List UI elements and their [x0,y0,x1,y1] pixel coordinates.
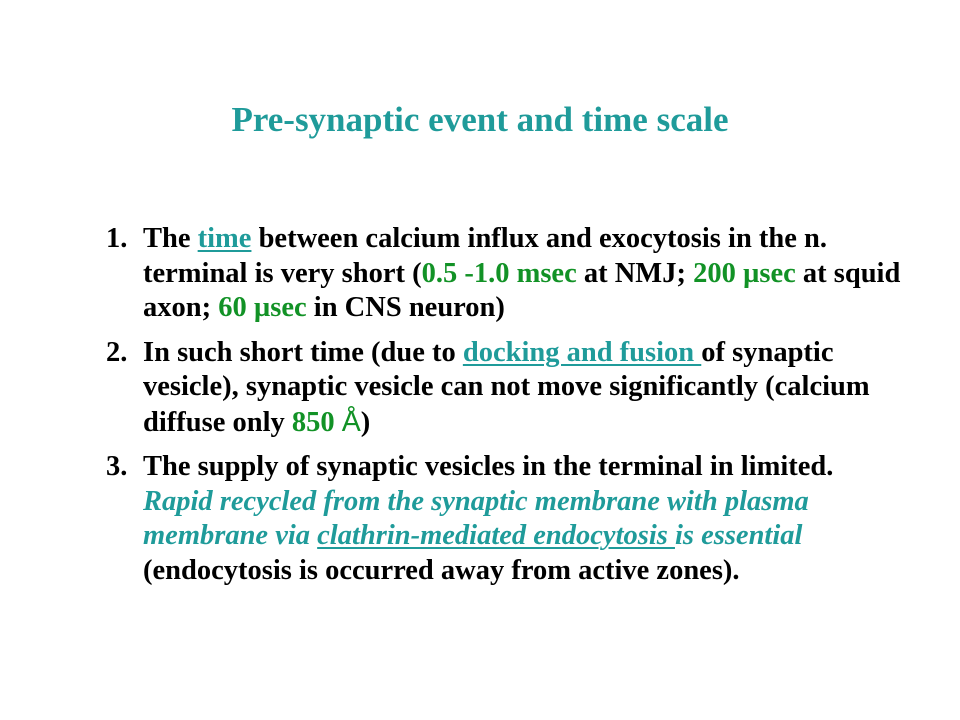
item-text: in CNS neuron) [306,292,505,323]
nmj-time-value: 0.5 -1.0 msec [421,257,577,289]
item-text: The [143,223,198,254]
item-text: at squid axon; [143,257,901,323]
list-item-2 [106,336,906,441]
item-text: In such short time (due to [143,336,463,368]
clathrin-endocytosis-link[interactable]: clathrin-mediated endocytosis [317,520,675,551]
list-item-3 [106,450,906,588]
item-text: at NMJ; [576,257,694,289]
item-text: ) [360,406,371,438]
item-text: of synaptic vesicle), synaptic vesicle can not move significantly (calcium diffuse only [143,336,870,438]
item-text: (endocytosis is occurred away from active zones). [143,554,740,586]
slide-title: Pre-synaptic event and time scale [231,100,729,139]
squid-time-value: 200 µsec [693,257,796,289]
diffusion-distance-value: 850 [291,406,342,438]
item-number: 2. [106,336,128,368]
recycling-text: Rapid recycled from the synaptic membrane with plasma membrane via [143,485,809,551]
item-text: The supply of synaptic vesicles in the terminal in limited. [143,451,834,482]
item-number: 3. [106,451,128,482]
bullet-list [106,222,906,598]
time-link[interactable]: time [197,223,252,254]
docking-fusion-link[interactable]: docking and fusion [462,336,702,368]
item-number: 1. [106,223,128,254]
essential-text: is essential [674,520,803,551]
cns-time-value: 60 µsec [218,292,307,323]
angstrom-unit: Å [341,405,361,438]
item-text: between calcium influx and exocytosis in the n. terminal is very short ( [143,223,828,289]
list-item-1 [106,222,906,326]
